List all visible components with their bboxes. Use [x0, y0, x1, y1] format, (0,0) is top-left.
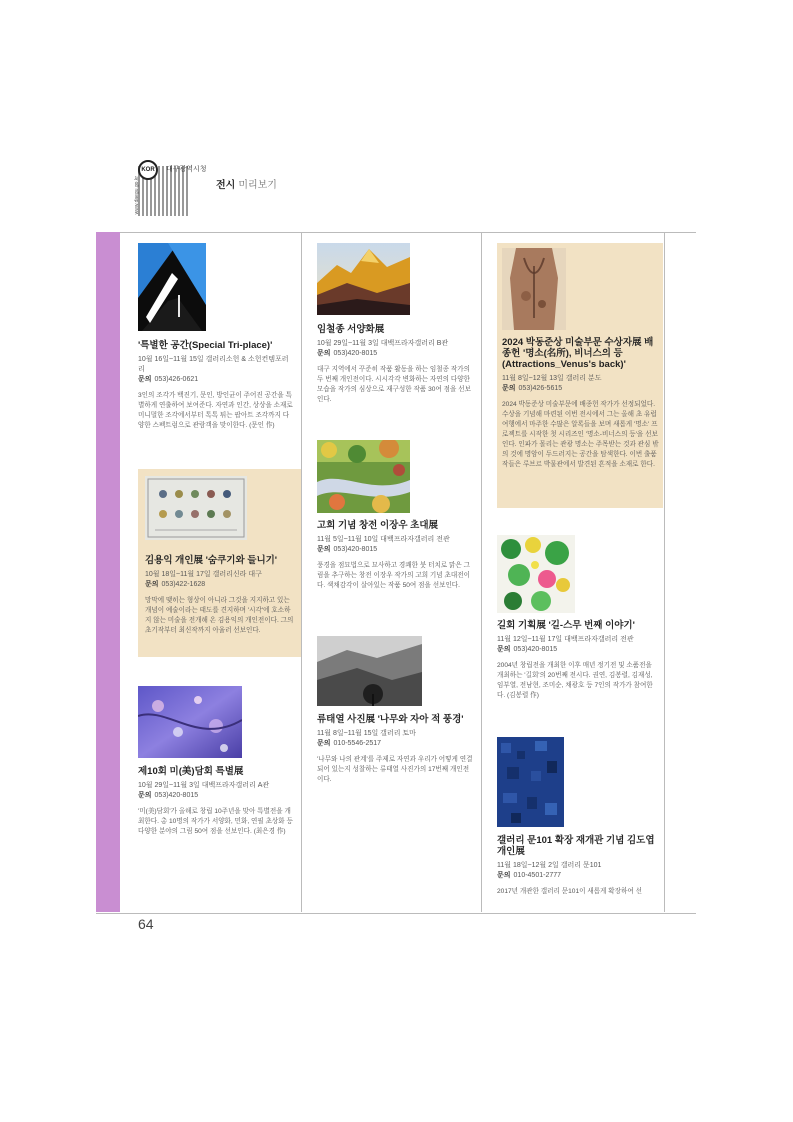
section-title-sub: 미리보기 [238, 180, 277, 191]
exhibition-contact [317, 739, 474, 749]
exhibition-description: 대구 지역에서 꾸준히 작품 활동을 하는 임철종 작가의 두 번째 개인전이다. 시시각각 변화하는 자연의 다양한 모습을 작가의 심상으로 재구성한 작품 30여 점을 선보인다. [317, 366, 471, 403]
exhibition-description: 3인의 조각가 백진기, 문인, 방인균이 주어진 공간을 특별하게 연출하여 보여준다. 자연과 인간, 상상을 소재로 미니멀한 조각에서부터 톡톡 튀는 팝아트 조각까지 다양한 스펙트럼으로 관람객을 맞이한다. (문인 作) [138, 392, 293, 429]
exhibition-item [317, 324, 474, 405]
contact-number: 053)426-0621 [154, 376, 199, 383]
exhibition-description: 2004년 창립전을 개최한 이후 매년 정기전 및 소품전을 개최하는 '길회'의 20번째 전시다. 권연, 김봉렬, 김재성, 임부열, 전남현, 조미순, 채광호 등 7인의 작가가 참여한다. (김봉렬 作) [497, 662, 653, 699]
exhibition-item [497, 620, 660, 701]
kor-badge-icon: KOR [138, 160, 158, 180]
contact-number: 053)420-8015 [333, 546, 378, 553]
contact-number: 053)422-1628 [161, 581, 206, 588]
artwork-leejangwoo-image [317, 440, 410, 513]
side-accent-bar [96, 232, 120, 912]
exhibition-title: 제10회 미(美)담회 특별展 [138, 766, 244, 777]
exhibition-item [317, 714, 474, 785]
exhibition-description: 2024 박동준상 미술부문에 배종헌 작가가 선정되었다. 수상을 기념해 마련된 이번 전시에서 그는 올해 초 유럽 여행에서 마주한 수많은 알록들을 보며 새롭게 '명소' 프로젝트를 시작한 첫 시리즈인 '명소-비너스의 등'을 선보인다. 인파가 몰리는 관광 명소는 주목받는 것과 관심 밖의 것에 명암이 두드러지는 공간을 탐색한다. 이번 출품작들은 루브르 박물관에서 발견된 흔적을 소재로 한다. [502, 401, 659, 468]
contact-label: 문의 [497, 872, 511, 879]
artwork-gilhoe-image [497, 535, 575, 613]
exhibition-contact [138, 791, 295, 801]
exhibition-contact [502, 384, 660, 394]
qr-site-url: www.daegu.go.kr [134, 176, 140, 215]
contact-label: 문의 [502, 385, 516, 392]
exhibition-date: 11월 18일~12월 2일 갤러리 문101 [497, 862, 602, 869]
artwork-kim-yongik-image [145, 476, 247, 540]
exhibition-title: '특별한 공간(Special Tri-place)' [138, 340, 273, 351]
exhibition-description: 2017년 개관한 갤러리 문101이 새롭게 확장하여 선 [497, 888, 642, 895]
exhibition-item [317, 520, 474, 591]
contact-label: 문의 [497, 646, 511, 653]
exhibition-title: 갤러리 문101 확장 재개관 기념 김도엽 개인展 [497, 835, 655, 857]
page-header [134, 160, 438, 230]
exhibition-item [145, 555, 295, 636]
exhibition-date: 11월 8일~12월 13일 갤러리 분도 [502, 375, 602, 382]
contact-label: 문의 [138, 376, 152, 383]
exhibition-date: 11월 8일~11월 15일 갤러리 토마 [317, 730, 416, 737]
contact-number: 010-4501-2777 [513, 872, 562, 879]
column-divider [301, 232, 302, 912]
contact-number: 053)420-8015 [513, 646, 558, 653]
city-label: 대구광역시청 [166, 166, 207, 173]
contact-label: 문의 [317, 546, 331, 553]
contact-number: 053)420-8015 [333, 350, 378, 357]
contact-label: 문의 [317, 350, 331, 357]
exhibition-title: 김용익 개인展 '숨쿠기와 들니기' [145, 555, 278, 566]
exhibition-date: 10월 29일~11월 3일 대백프라자갤러리 A관 [138, 782, 270, 789]
contact-number: 053)420-8015 [154, 792, 199, 799]
artwork-kimdoyeop-image [497, 737, 564, 827]
exhibition-date: 11월 5일~11월 10일 대백프라자갤러리 전관 [317, 536, 450, 543]
contact-label: 문의 [145, 581, 159, 588]
contact-number: 010-5546-2517 [333, 740, 382, 747]
exhibition-contact [317, 349, 474, 359]
column-divider [481, 232, 482, 912]
exhibition-item [502, 337, 660, 470]
artwork-limcheoljong-image [317, 243, 410, 315]
section-title [216, 176, 277, 191]
contact-number: 053)426-5615 [518, 385, 563, 392]
exhibition-description: '미(美)담회'가 올해로 창립 10주년을 맞아 특별전을 개최한다. 총 10명의 작가가 서양화, 민화, 연필 초상화 등 다양한 분야의 그림 50여 점을 선보인다. (최은경 作) [138, 808, 293, 835]
exhibition-contact [138, 375, 293, 385]
exhibition-description: 망막에 맺히는 형상이 아니라 그것을 지지하고 있는 개념이 예술이라는 태도를 견지하며 '시각'에 호소하지 않는 미술을 전개해 온 김용익의 개인전이다. 그의 초기작부터 최신작까지 아울러 선보인다. [145, 597, 294, 634]
exhibition-date: 10월 29일~11월 3일 대백프라자갤러리 B관 [317, 340, 449, 347]
contact-label: 문의 [317, 740, 331, 747]
exhibition-item [138, 766, 295, 837]
exhibition-title: 고희 기념 창전 이장우 초대展 [317, 520, 439, 531]
exhibition-contact [145, 580, 295, 590]
exhibition-contact [317, 545, 474, 555]
contact-label: 문의 [138, 792, 152, 799]
column-divider [664, 232, 665, 912]
exhibition-item [497, 835, 660, 897]
exhibition-date: 10월 16일~11월 15일 갤러리소헌 & 소헌컨템포러리 [138, 356, 289, 373]
exhibition-title: 2024 박동준상 미술부문 수상자展 배종헌 '명소(名所), 비너스의 등 (Attractions_Venus's back)' [502, 337, 654, 370]
artwork-special-tri-place-image [138, 243, 206, 331]
page-number: 64 [138, 916, 154, 932]
exhibition-title: 류태열 사진展 '나무와 자아 적 풍경' [317, 714, 464, 725]
exhibition-title: 길회 기획展 '길-스무 번째 이야기' [497, 620, 635, 631]
artwork-midamhoe-image [138, 686, 242, 758]
exhibition-contact [497, 871, 660, 881]
artwork-venus-back-image [502, 248, 566, 330]
exhibition-date: 11월 12일~11월 17일 대백프라자갤러리 전관 [497, 636, 634, 643]
exhibition-contact [497, 645, 660, 655]
exhibition-description: '나무와 나의 관계'를 주제로 자연과 우리가 어떻게 연결되어 있는지 성찰하는 류태열 사진가의 17번째 개인전이다. [317, 756, 473, 783]
exhibition-item [138, 340, 293, 431]
section-title-main: 전시 [216, 180, 236, 191]
exhibition-date: 10월 18일~11월 17일 갤러리신라 대구 [145, 571, 262, 578]
artwork-ryutaeyeol-photo [317, 636, 422, 706]
exhibition-description: 풍경을 점묘법으로 묘사하고 경쾌한 붓 터치로 맑은 그림을 추구하는 창전 이장우 작가의 고희 기념 초대전이다. 색채감각이 살아있는 작품 50여 점을 선보인다. [317, 562, 470, 589]
exhibition-title: 임철종 서양화展 [317, 324, 385, 335]
